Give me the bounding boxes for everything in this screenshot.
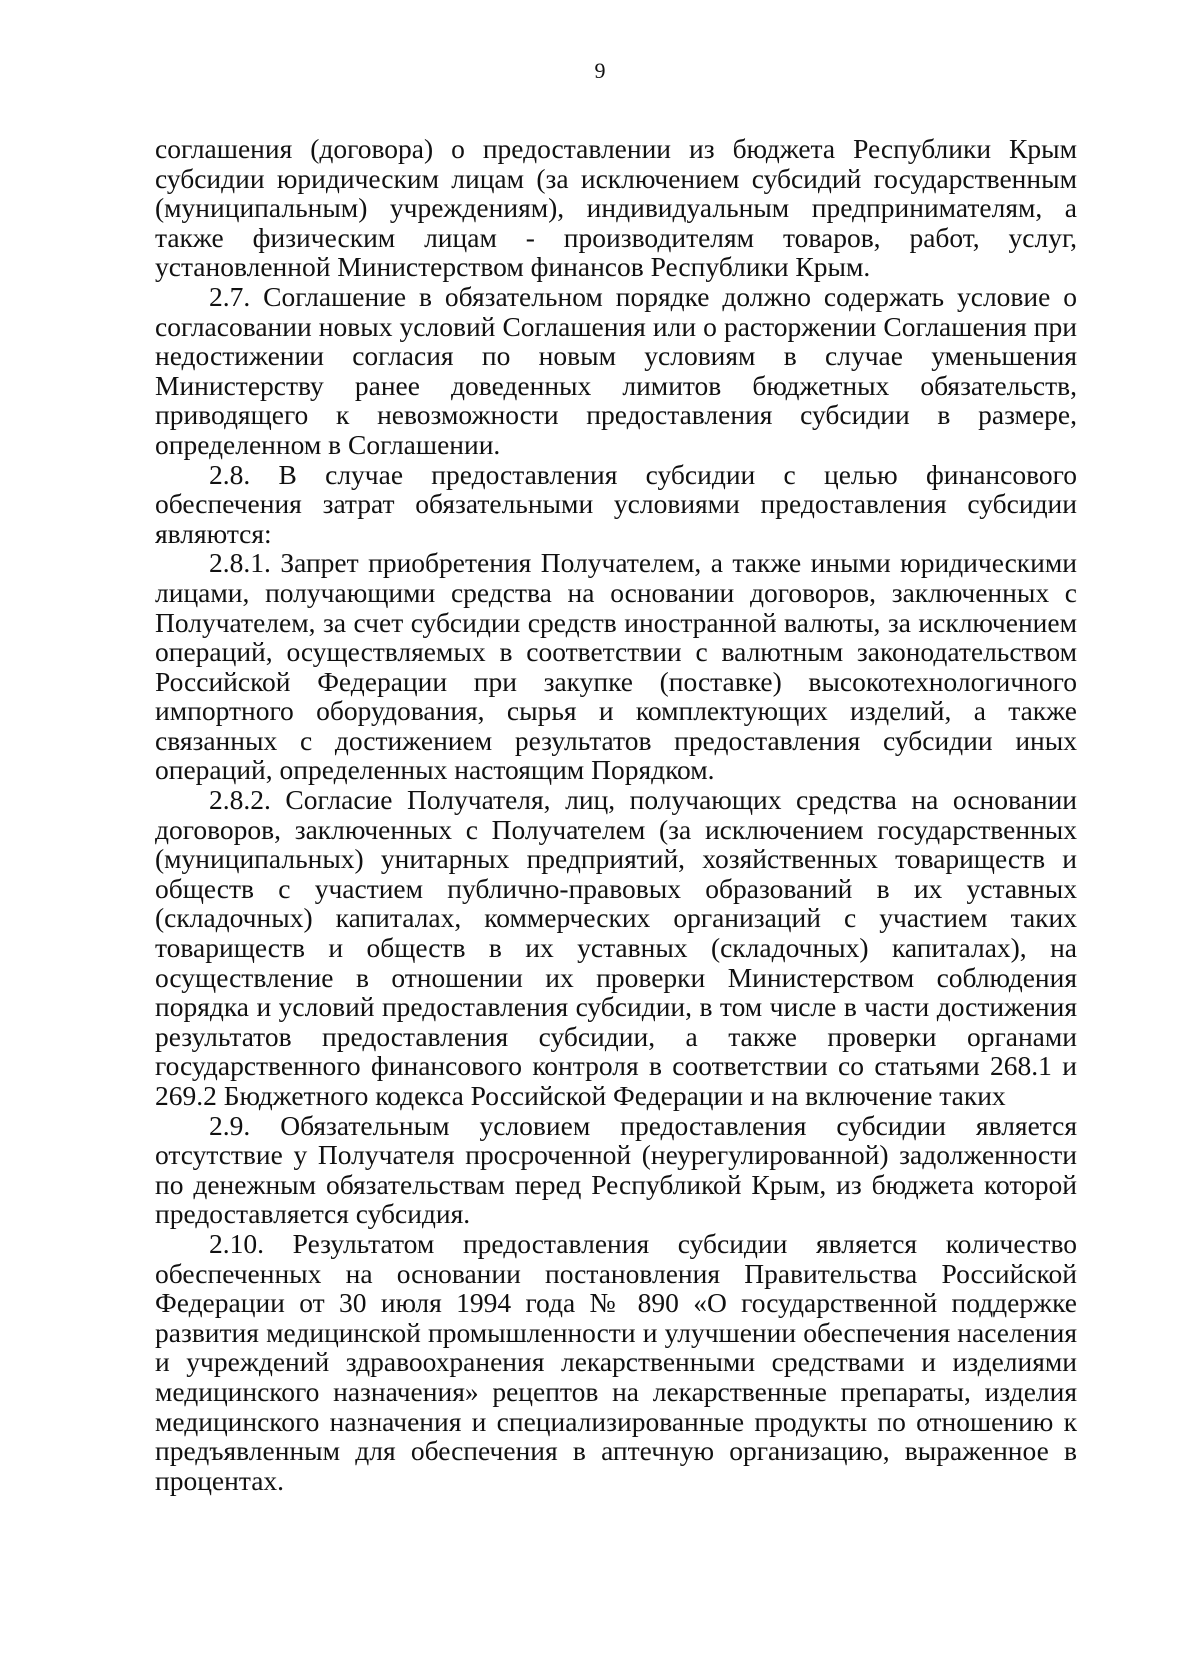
document-body xyxy=(155,134,1077,1495)
paragraph-2-7: 2.7. Соглашение в обязательном порядке должно содержать условие о согласовании новых условий Соглашения или о расторжении Соглашения при недостижении согласия по новым условиям в случае уменьшения Министерству ранее доведенных лимитов бюджетных обязательств, приводящего к невозможности предоставления субсидии в размере, определенном в Соглашении. xyxy=(155,280,1077,460)
page-number: 9 xyxy=(594,58,606,83)
paragraph-2-8-2: 2.8.2. Согласие Получателя, лиц, получающих средства на основании договоров, заключенных с Получателем (за исключением государственных (муниципальных) унитарных предприятий, хозяйственных товариществ и обществ с участием публично-правовых образований в их уставных (складочных) капиталах, коммерческих организаций с участием таких товариществ и обществ в их уставных (складочных) капиталах), на осуществление в отношении их проверки Министерством соблюдения порядка и условий предоставления субсидии, в том числе в части достижения результатов предоставления субсидии, а также проверки органами государственного финансового контроля в соответствии со статьями 268.1 и 269.2 Бюджетного кодекса Российской Федерации и на включение таких xyxy=(155,784,1077,1111)
paragraph-2-10: 2.10. Результатом предоставления субсидии является количество обеспеченных на основании постановления Правительства Российской Федерации от 30 июля 1994 года № 890 «О государственной поддержке развития медицинской промышленности и улучшении обеспечения населения и учреждений здравоохранения лекарственными средствами и изделиями медицинского назначения» рецептов на лекарственные препараты, изделия медицинского назначения и специализированные продукты по отношению к предъявленным для обеспечения в аптечную организацию, выраженное в процентах. xyxy=(155,1227,1077,1496)
paragraph-2-8-1: 2.8.1. Запрет приобретения Получателем, а также иными юридическими лицами, получающими средства на основании договоров, заключенных с Получателем, за счет субсидии средств иностранной валюты, за исключением операций, осуществляемых в соответствии с валютным законодательством Российской Федерации при закупке (поставке) высокотехнологичного импортного оборудования, сырья и комплектующих изделий, а также связанных с достижением результатов предоставления субсидии иных операций, определенных настоящим Порядком. xyxy=(155,547,1077,786)
paragraph-2-8: 2.8. В случае предоставления субсидии с целью финансового обеспечения затрат обязательными условиями предоставления субсидии являются: xyxy=(155,458,1077,549)
paragraph-continuation: соглашения (договора) о предоставлении из бюджета Республики Крым субсидии юридическим лицам (за исключением субсидий государственным (муниципальным) учреждениям), индивидуальным предпринимателям, а также физическим лицам - производителям товаров, работ, услуг, установленной Министерством финансов Республики Крым. xyxy=(155,133,1077,283)
paragraph-2-9: 2.9. Обязательным условием предоставления субсидии является отсутствие у Получателя просроченной (неурегулированной) задолженности по денежным обязательствам перед Республикой Крым, из бюджета которой предоставляется субсидия. xyxy=(155,1109,1077,1230)
